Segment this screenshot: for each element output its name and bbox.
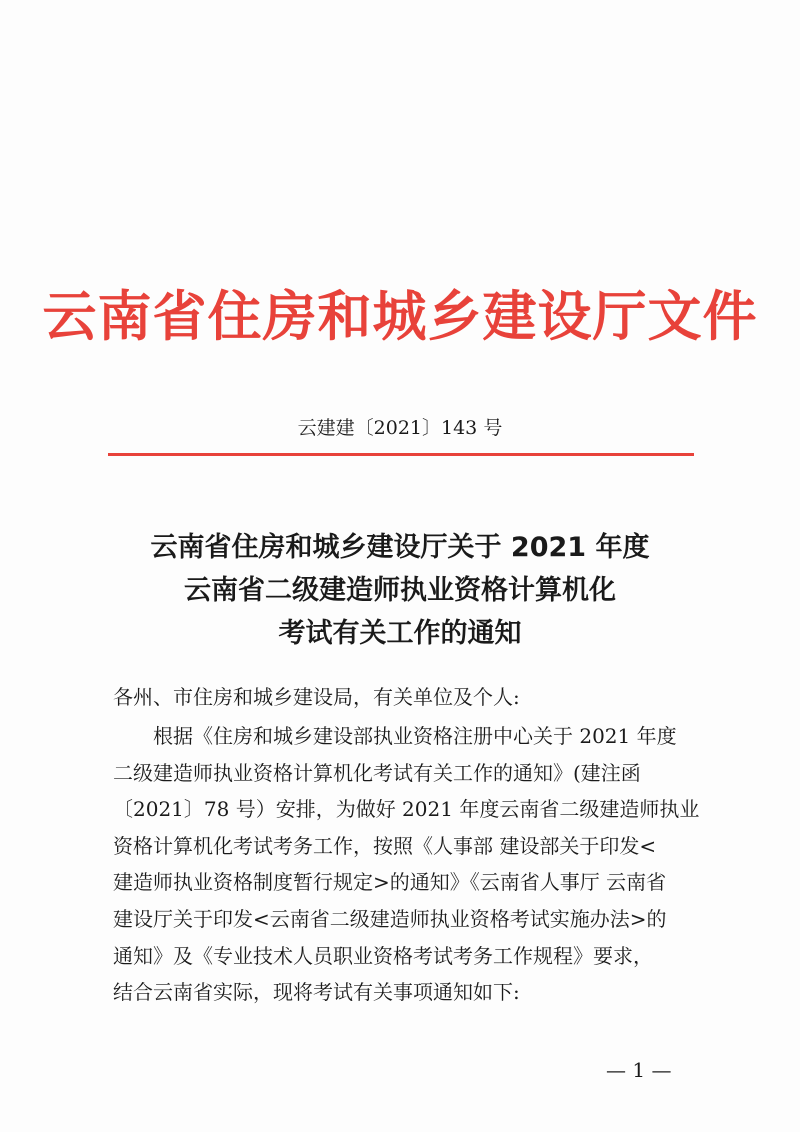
notice-title-line: 云南省住房和城乡建设厅关于 2021 年度 <box>150 532 650 563</box>
page-number: — 1 — <box>606 1058 672 1082</box>
notice-title <box>0 526 800 655</box>
document-number: 云建建〔2021〕143 号 <box>297 417 503 439</box>
body-line: 通知》及《专业技术人员职业资格考试考务工作规程》要求， <box>113 943 653 968</box>
notice-title-line: 考试有关工作的通知 <box>278 618 522 649</box>
body-line: 建造师执业资格制度暂行规定>的通知》《云南省人事厅 云南省 <box>113 870 667 895</box>
org-document-header: 云南省住房和城乡建设厅文件 <box>42 285 758 348</box>
addressee-line: 各州、市住房和城乡建设局，有关单位及个人: <box>113 685 520 709</box>
notice-title-line: 云南省二级建造师执业资格计算机化 <box>184 575 616 606</box>
body-line: 资格计算机化考试考务工作，按照《人事部 建设部关于印发< <box>113 833 657 858</box>
red-header-rule <box>108 453 694 456</box>
body-line: 建设厅关于印发<云南省二级建造师执业资格考试实施办法>的 <box>113 906 667 931</box>
body-line: 二级建造师执业资格计算机化考试有关工作的通知》(建注函 <box>113 760 641 785</box>
body-line: 〔2021〕78 号）安排，为做好 2021 年度云南省二级建造师执业 <box>113 797 700 822</box>
body-paragraph <box>113 718 703 1011</box>
body-line: 结合云南省实际，现将考试有关事项通知如下: <box>113 980 520 1005</box>
body-line: 根据《住房和城乡建设部执业资格注册中心关于 2021 年度 <box>153 724 677 748</box>
